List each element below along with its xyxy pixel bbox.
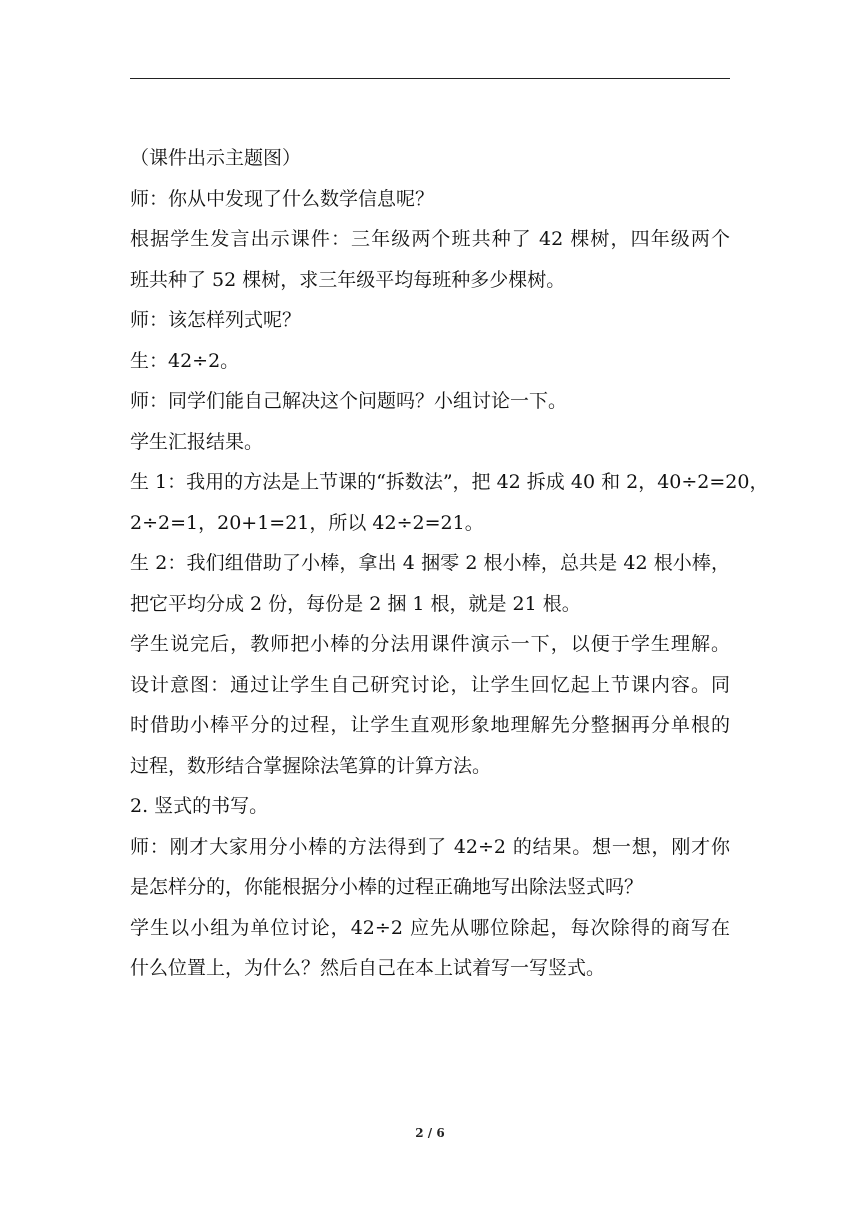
paragraph-line: 学生说完后，教师把小棒的分法用课件演示一下，以便于学生理解。 bbox=[130, 633, 730, 655]
page-number: 2 / 6 bbox=[415, 1126, 445, 1140]
paragraph-line: 过程，数形结合掌握除法笔算的计算方法。 bbox=[130, 754, 492, 777]
paragraph-line: 师：同学们能自己解决这个问题吗？小组讨论一下。 bbox=[130, 390, 568, 412]
paragraph-line: 生 2：我们组借助了小棒，拿出 4 捆零 2 根小棒，总共是 42 根小棒， bbox=[130, 552, 730, 574]
paragraph-line: 师：刚才大家用分小棒的方法得到了 42÷2 的结果。想一想，刚才你 bbox=[130, 835, 730, 858]
paragraph-line: 生 1：我用的方法是上节课的“拆数法”，把 42 拆成 40 和 2，40÷2=20， bbox=[130, 471, 769, 493]
paragraph-line: 学生以小组为单位讨论，42÷2 应先从哪位除起，每次除得的商写在 bbox=[130, 916, 730, 939]
header-rule bbox=[130, 78, 730, 79]
paragraph-line: 班共种了 52 棵树，求三年级平均每班种多少棵树。 bbox=[130, 268, 566, 291]
paragraph-line: （课件出示主题图） bbox=[130, 147, 302, 169]
section-heading: 2. 竖式的书写。 bbox=[130, 795, 269, 817]
paragraph-line: 把它平均分成 2 份，每份是 2 捆 1 根，就是 21 根。 bbox=[130, 592, 581, 615]
paragraph-line: 时借助小棒平分的过程，让学生直观形象地理解先分整捆再分单根的 bbox=[130, 714, 730, 736]
paragraph-line: 师：你从中发现了什么数学信息呢？ bbox=[130, 187, 435, 210]
paragraph-line: 什么位置上，为什么？然后自己在本上试着写一写竖式。 bbox=[130, 957, 606, 979]
paragraph-line: 师：该怎样列式呢？ bbox=[130, 309, 302, 331]
paragraph-line: 是怎样分的，你能根据分小棒的过程正确地写出除法竖式吗？ bbox=[130, 876, 644, 898]
paragraph-line: 生：42÷2。 bbox=[130, 349, 240, 372]
paragraph-line: 2÷2=1，20+1=21，所以 42÷2=21。 bbox=[130, 511, 484, 534]
paragraph-line: 根据学生发言出示课件：三年级两个班共种了 42 棵树，四年级两个 bbox=[130, 228, 730, 250]
paragraph-line: 学生汇报结果。 bbox=[130, 430, 264, 453]
document-body bbox=[130, 138, 769, 989]
paragraph-line: 设计意图：通过让学生自己研究讨论，让学生回忆起上节课内容。同 bbox=[130, 673, 730, 696]
